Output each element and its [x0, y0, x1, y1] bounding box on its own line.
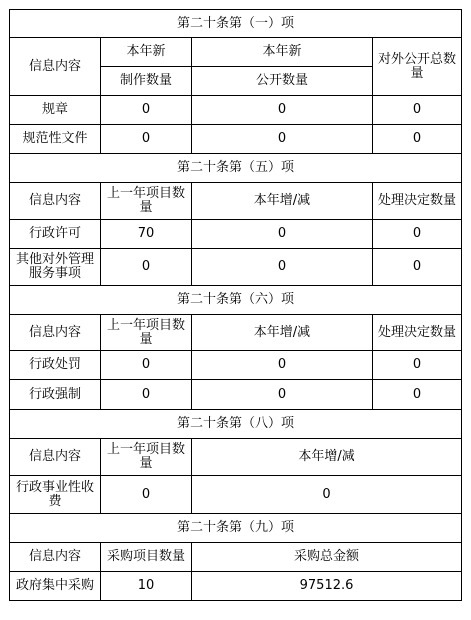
header-new-published-line2: 公开数量 [192, 67, 373, 96]
cell-value: 97512.6 [192, 572, 462, 601]
table-row [10, 125, 462, 154]
table-row [10, 249, 462, 286]
header-info-content: 信息内容 [10, 439, 101, 476]
cell-value: 0 [101, 96, 192, 125]
header-info-content: 信息内容 [10, 38, 101, 96]
section-title-row [10, 514, 462, 543]
section-title-row [10, 410, 462, 439]
row-label: 规章 [10, 96, 101, 125]
cell-value: 0 [373, 125, 462, 154]
cell-value: 0 [192, 249, 373, 286]
table-row [10, 380, 462, 410]
section-title: 第二十条第（一）项 [10, 10, 462, 38]
row-label: 行政事业性收费 [10, 476, 101, 514]
row-label: 行政处罚 [10, 351, 101, 380]
header-new-made-line1: 本年新 [101, 38, 192, 67]
cell-value: 0 [101, 249, 192, 286]
row-label: 行政强制 [10, 380, 101, 410]
header-new-made-line2: 制作数量 [101, 67, 192, 96]
row-label: 政府集中采购 [10, 572, 101, 601]
header-change: 本年增/减 [192, 439, 462, 476]
header-row [10, 439, 462, 476]
row-label: 行政许可 [10, 220, 101, 249]
cell-value: 0 [373, 380, 462, 410]
table-row [10, 572, 462, 601]
cell-value: 0 [192, 476, 462, 514]
section-title-row [10, 10, 462, 38]
header-row [10, 543, 462, 572]
cell-value: 0 [192, 351, 373, 380]
disclosure-table [9, 9, 462, 601]
cell-value: 0 [373, 249, 462, 286]
header-purchase-count: 采购项目数量 [101, 543, 192, 572]
cell-value: 0 [192, 380, 373, 410]
section-title-row [10, 154, 462, 183]
header-decision-count: 处理决定数量 [373, 183, 462, 220]
header-info-content: 信息内容 [10, 315, 101, 351]
header-prev-year-count: 上一年项目数量 [101, 439, 192, 476]
section-title: 第二十条第（六）项 [10, 286, 462, 315]
header-purchase-total: 采购总金额 [192, 543, 462, 572]
row-label: 规范性文件 [10, 125, 101, 154]
cell-value: 0 [373, 220, 462, 249]
cell-value: 10 [101, 572, 192, 601]
cell-value: 0 [192, 96, 373, 125]
table-row [10, 476, 462, 514]
table-row [10, 96, 462, 125]
cell-value: 0 [192, 125, 373, 154]
cell-value: 0 [101, 351, 192, 380]
row-label: 其他对外管理服务事项 [10, 249, 101, 286]
header-row [10, 183, 462, 220]
header-row [10, 38, 462, 67]
header-total-published: 对外公开总数量 [373, 38, 462, 96]
cell-value: 0 [101, 380, 192, 410]
header-row [10, 315, 462, 351]
cell-value: 0 [101, 476, 192, 514]
header-prev-year-count: 上一年项目数量 [101, 183, 192, 220]
section-title-row [10, 286, 462, 315]
header-info-content: 信息内容 [10, 543, 101, 572]
header-info-content: 信息内容 [10, 183, 101, 220]
table-row [10, 220, 462, 249]
table-row [10, 351, 462, 380]
header-prev-year-count: 上一年项目数量 [101, 315, 192, 351]
cell-value: 0 [192, 220, 373, 249]
header-new-published-line1: 本年新 [192, 38, 373, 67]
header-decision-count: 处理决定数量 [373, 315, 462, 351]
header-change: 本年增/减 [192, 183, 373, 220]
cell-value: 0 [373, 351, 462, 380]
section-title: 第二十条第（五）项 [10, 154, 462, 183]
section-title: 第二十条第（九）项 [10, 514, 462, 543]
header-change: 本年增/减 [192, 315, 373, 351]
cell-value: 70 [101, 220, 192, 249]
cell-value: 0 [373, 96, 462, 125]
cell-value: 0 [101, 125, 192, 154]
section-title: 第二十条第（八）项 [10, 410, 462, 439]
